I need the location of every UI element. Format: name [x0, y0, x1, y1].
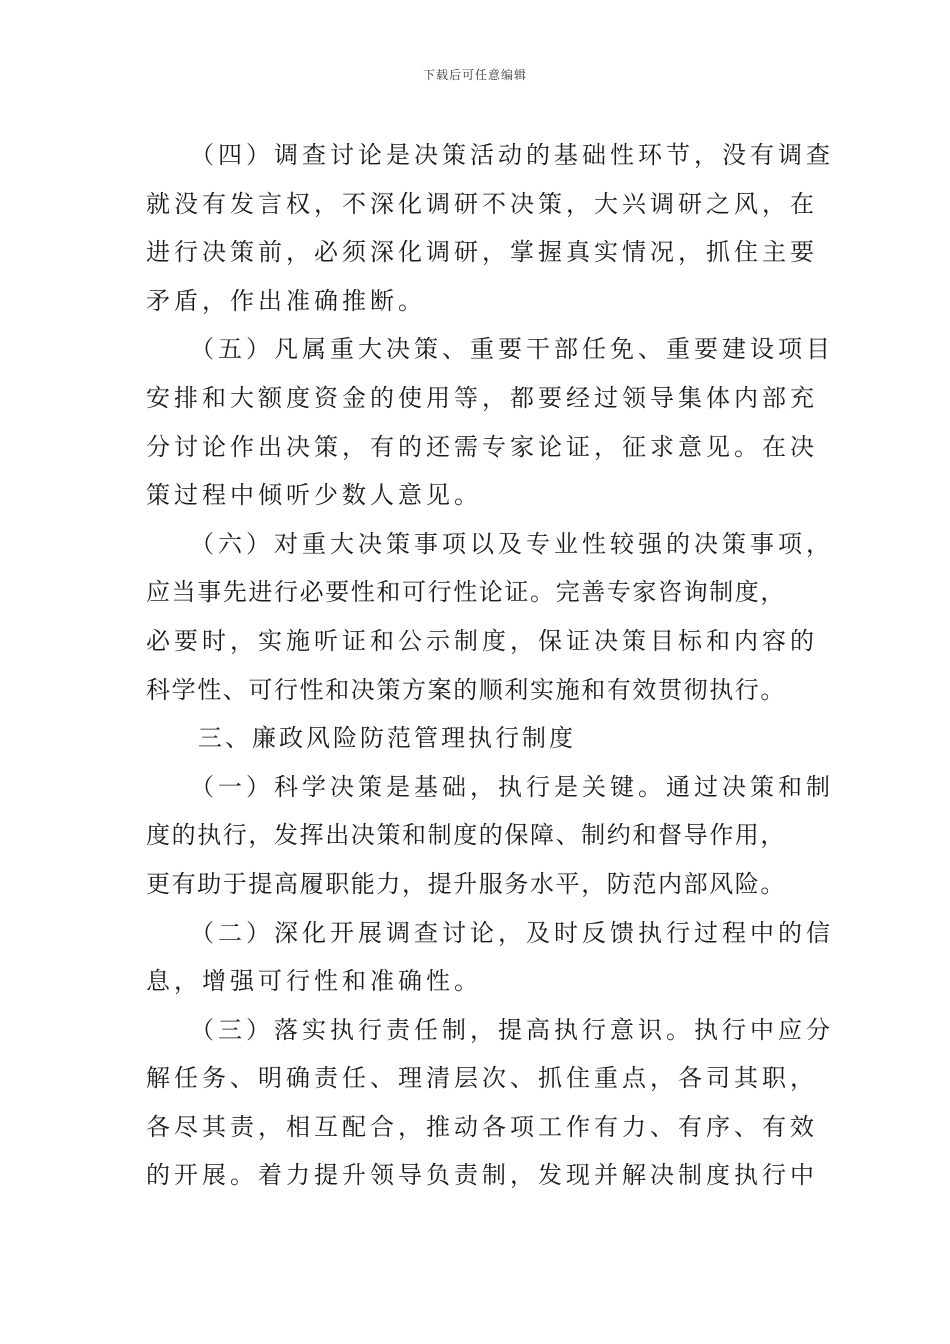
section-heading: 三、廉政风险防范管理执行制度	[198, 724, 576, 753]
paragraph-line: 应当事先进行必要性和可行性论证。完善专家咨询制度，	[146, 578, 786, 607]
paragraph-line: 策过程中倾听少数人意见。	[146, 481, 482, 510]
paragraph-line: 息，增强可行性和准确性。	[146, 967, 482, 996]
paragraph-line: 的开展。着力提升领导负责制，发现并解决制度执行中	[146, 1161, 818, 1190]
paragraph-line: 必要时，实施听证和公示制度，保证决策目标和内容的	[146, 626, 818, 655]
paragraph-line: （一）科学决策是基础，执行是关键。通过决策和制	[190, 772, 834, 801]
paragraph-line: （五）凡属重大决策、重要干部任免、重要建设项目	[190, 335, 834, 364]
paragraph-line: 更有助于提高履职能力，提升服务水平，防范内部风险。	[146, 869, 786, 898]
paragraph-line: （三）落实执行责任制，提高执行意识。执行中应分	[190, 1015, 834, 1044]
paragraph-line: 解任务、明确责任、理清层次、抓住重点，各司其职，	[146, 1064, 818, 1093]
paragraph-line: 安排和大额度资金的使用等，都要经过领导集体内部充	[146, 383, 818, 412]
page-header-note: 下载后可任意编辑	[422, 68, 527, 82]
paragraph-line: 各尽其责，相互配合，推动各项工作有力、有序、有效	[146, 1112, 818, 1141]
document-body	[146, 131, 834, 1200]
paragraph-line: 分讨论作出决策，有的还需专家论证，征求意见。在决	[146, 432, 818, 461]
paragraph-line: 就没有发言权，不深化调研不决策，大兴调研之风，在	[146, 189, 818, 218]
paragraph-line: 科学性、可行性和决策方案的顺利实施和有效贯彻执行。	[146, 675, 786, 704]
paragraph-line: 矛盾，作出准确推断。	[146, 286, 426, 315]
paragraph-line: 进行决策前，必须深化调研，掌握真实情况，抓住主要	[146, 238, 818, 267]
paragraph-line: 度的执行，发挥出决策和制度的保障、制约和督导作用，	[146, 821, 786, 850]
paragraph-line: （二）深化开展调查讨论，及时反馈执行过程中的信	[190, 918, 834, 947]
paragraph-line: （六）对重大决策事项以及专业性较强的决策事项，	[190, 529, 834, 558]
paragraph-line: （四）调查讨论是决策活动的基础性环节，没有调查	[190, 141, 834, 169]
